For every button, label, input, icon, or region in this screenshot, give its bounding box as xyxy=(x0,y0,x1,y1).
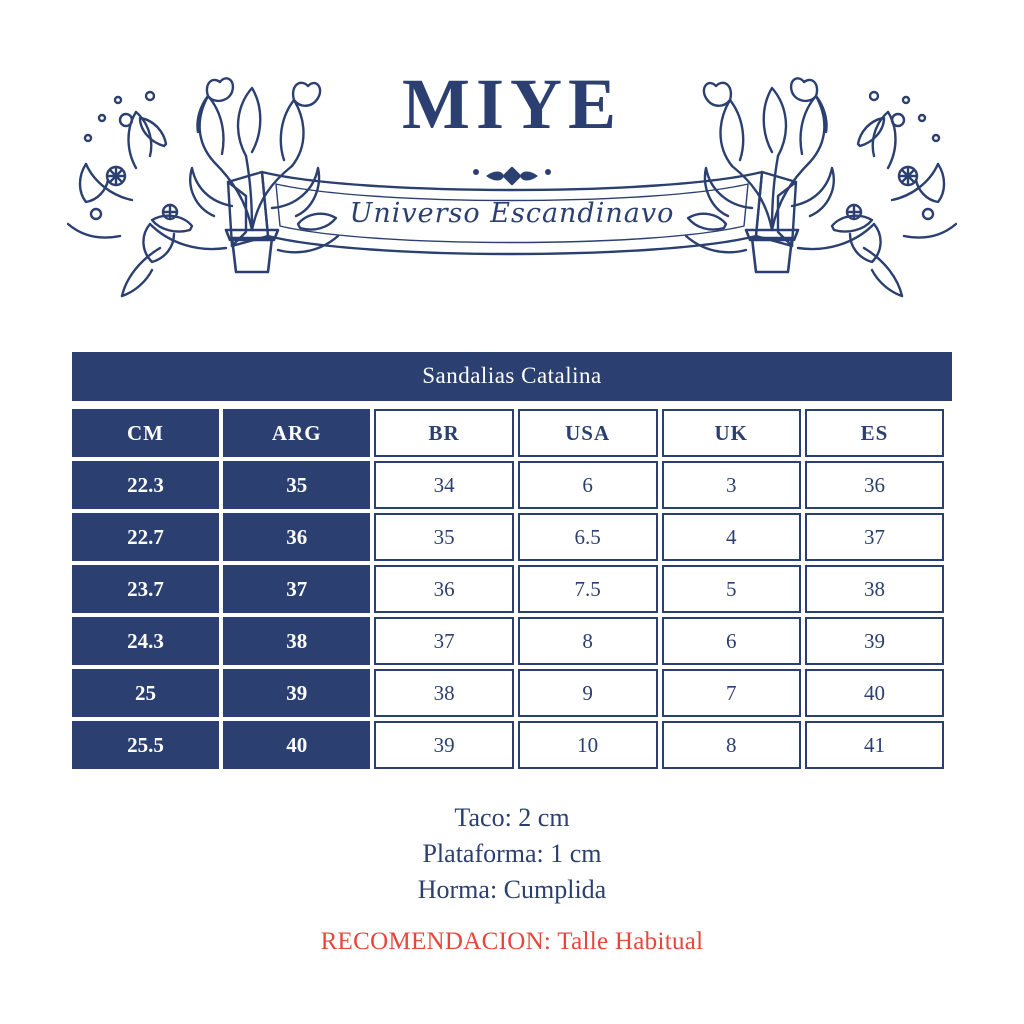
cell-usa: 10 xyxy=(518,721,658,769)
brand-tagline: Universo Escandinavo xyxy=(349,198,675,229)
column-header-uk: UK xyxy=(662,409,801,457)
cell-es: 37 xyxy=(805,513,944,561)
cell-es: 36 xyxy=(805,461,944,509)
size-table xyxy=(68,405,948,773)
cell-uk: 7 xyxy=(662,669,801,717)
cell-cm: 22.7 xyxy=(72,513,219,561)
cell-uk: 4 xyxy=(662,513,801,561)
cell-usa: 6 xyxy=(518,461,658,509)
cell-usa: 9 xyxy=(518,669,658,717)
table-row xyxy=(72,513,944,561)
table-row xyxy=(72,669,944,717)
cell-arg: 37 xyxy=(223,565,371,613)
brand-name: MIYE xyxy=(402,64,622,144)
table-row xyxy=(72,461,944,509)
cell-cm: 24.3 xyxy=(72,617,219,665)
cell-br: 37 xyxy=(374,617,513,665)
table-title: Sandalias Catalina xyxy=(72,352,952,401)
brand-header xyxy=(0,0,1024,320)
cell-cm: 23.7 xyxy=(72,565,219,613)
cell-arg: 39 xyxy=(223,669,371,717)
recommendation-note: RECOMENDACION: Talle Habitual xyxy=(320,928,704,955)
note-taco: Taco: 2 cm xyxy=(454,803,570,832)
cell-usa: 8 xyxy=(518,617,658,665)
floral-ornament xyxy=(0,0,1024,320)
column-header-cm: CM xyxy=(72,409,219,457)
table-row xyxy=(72,565,944,613)
cell-br: 38 xyxy=(374,669,513,717)
table-header-row xyxy=(72,409,944,457)
cell-arg: 40 xyxy=(223,721,371,769)
cell-es: 38 xyxy=(805,565,944,613)
size-table-section xyxy=(72,352,952,773)
cell-arg: 36 xyxy=(223,513,371,561)
column-header-arg: ARG xyxy=(223,409,371,457)
cell-br: 34 xyxy=(374,461,513,509)
footer-notes xyxy=(0,800,1024,956)
cell-uk: 6 xyxy=(662,617,801,665)
cell-br: 39 xyxy=(374,721,513,769)
cell-usa: 7.5 xyxy=(518,565,658,613)
cell-es: 39 xyxy=(805,617,944,665)
cell-uk: 5 xyxy=(662,565,801,613)
cell-uk: 8 xyxy=(662,721,801,769)
table-row xyxy=(72,721,944,769)
note-plataforma: Plataforma: 1 cm xyxy=(422,839,602,868)
cell-cm: 25.5 xyxy=(72,721,219,769)
cell-br: 35 xyxy=(374,513,513,561)
column-header-br: BR xyxy=(374,409,513,457)
cell-cm: 25 xyxy=(72,669,219,717)
column-header-es: ES xyxy=(805,409,944,457)
cell-arg: 38 xyxy=(223,617,371,665)
cell-uk: 3 xyxy=(662,461,801,509)
cell-es: 41 xyxy=(805,721,944,769)
table-row xyxy=(72,617,944,665)
column-header-usa: USA xyxy=(518,409,658,457)
cell-usa: 6.5 xyxy=(518,513,658,561)
cell-arg: 35 xyxy=(223,461,371,509)
cell-br: 36 xyxy=(374,565,513,613)
cell-cm: 22.3 xyxy=(72,461,219,509)
cell-es: 40 xyxy=(805,669,944,717)
note-horma: Horma: Cumplida xyxy=(417,875,607,904)
